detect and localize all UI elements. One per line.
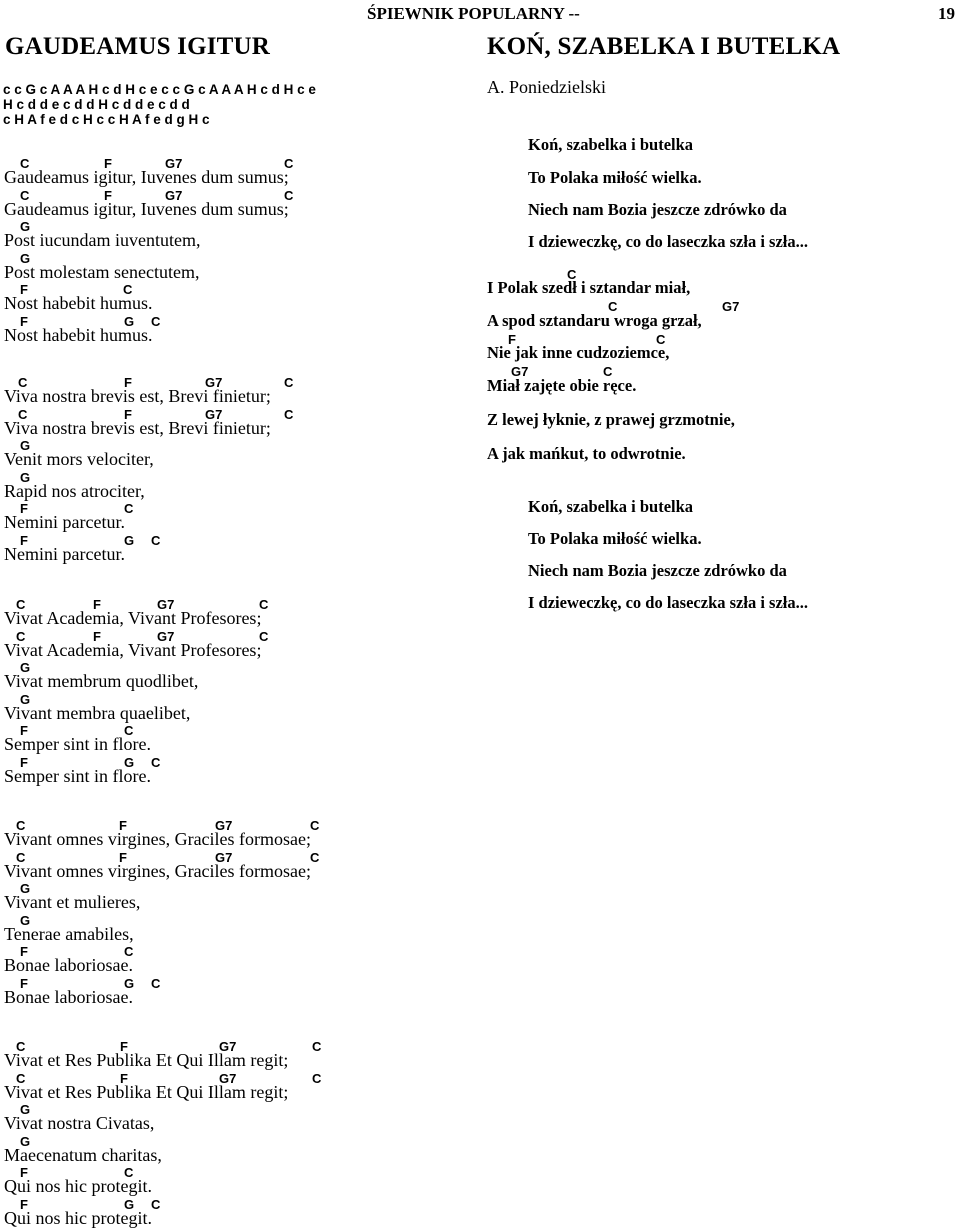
lyric-line: I dzieweczkę, co do laseczka szła i szła... bbox=[528, 232, 808, 251]
chord-label: G bbox=[20, 1133, 31, 1149]
chord-label: C bbox=[259, 628, 269, 644]
chord-label: G bbox=[20, 691, 31, 707]
lyric-line: A jak mańkut, to odwrotnie. bbox=[487, 444, 686, 463]
chord-label: F bbox=[20, 314, 28, 329]
chord-label: G bbox=[124, 1197, 135, 1212]
lyric-line: I dzieweczkę, co do laseczka szła i szła... bbox=[528, 593, 808, 612]
lyric-line: Vivant membra quaelibet, bbox=[4, 702, 191, 723]
lyric-line: I Polak szedł i sztandar miał, bbox=[487, 278, 691, 297]
chord-label: G bbox=[20, 1102, 31, 1118]
chord-label: G7 bbox=[157, 628, 175, 644]
chord-label: C bbox=[608, 299, 618, 314]
chord-label: G7 bbox=[722, 299, 740, 314]
chord-label: C bbox=[284, 406, 294, 422]
lyric-line: Nemini parcetur. bbox=[4, 512, 125, 533]
chord-label: G bbox=[20, 469, 31, 485]
chord-label: G bbox=[20, 660, 31, 676]
lyric-line: Niech nam Bozia jeszcze zdrówko da bbox=[528, 561, 787, 580]
chord-label: C bbox=[312, 1039, 322, 1054]
chord-label: C bbox=[16, 1070, 26, 1086]
lyric-line: Gaudeamus igitur, Iuvenes dum sumus; bbox=[4, 167, 289, 187]
lyric-line: Nost habebit humus. bbox=[4, 293, 153, 314]
chord-label: G7 bbox=[157, 597, 175, 612]
chord-label: G7 bbox=[205, 375, 223, 390]
lyric-line: Nie jak inne cudzoziemce, bbox=[487, 343, 670, 362]
lyric-line: Vivat Academia, Vivant Profesores; bbox=[4, 608, 262, 628]
chord-label: C bbox=[123, 282, 133, 298]
left-song-title: GAUDEAMUS IGITUR bbox=[5, 33, 271, 60]
chord-label: C bbox=[284, 156, 294, 171]
chord-label: F bbox=[20, 533, 28, 548]
lyric-line: Vivat nostra Civatas, bbox=[4, 1113, 155, 1134]
lyric-line: Vivat membrum quodlibet, bbox=[4, 671, 199, 692]
chord-label: G7 bbox=[215, 818, 233, 833]
running-title: ŚPIEWNIK POPULARNY -- bbox=[367, 4, 580, 23]
lyric-line: Nost habebit humus. bbox=[4, 325, 153, 345]
right-song-author: A. Poniedzielski bbox=[487, 77, 606, 97]
lyric-line: Bonae laboriosae. bbox=[4, 955, 133, 976]
lyric-line: Qui nos hic protegit. bbox=[4, 1176, 152, 1197]
lyric-line: Gaudeamus igitur, Iuvenes dum sumus; bbox=[4, 198, 289, 219]
chord-label: C bbox=[18, 406, 28, 422]
lyric-line: Viva nostra brevis est, Brevi finietur; bbox=[4, 417, 271, 438]
chord-label: C bbox=[16, 1039, 26, 1054]
chord-label: F bbox=[120, 1070, 128, 1086]
lyric-line: Niech nam Bozia jeszcze zdrówko da bbox=[528, 200, 787, 219]
chord-label: C bbox=[567, 267, 577, 282]
chord-label: F bbox=[508, 332, 516, 347]
chord-label: F bbox=[20, 282, 28, 298]
chord-label: G7 bbox=[205, 406, 223, 422]
lyric-line: Z lewej łyknie, z prawej grzmotnie, bbox=[487, 410, 735, 429]
lyric-line: Koń, szabelka i butelka bbox=[528, 135, 694, 154]
chord-label: C bbox=[312, 1070, 322, 1086]
lyric-line: Vivant et mulieres, bbox=[4, 892, 141, 913]
chord-label: F bbox=[124, 406, 132, 422]
chord-label: C bbox=[284, 375, 294, 390]
chord-label: G bbox=[124, 755, 135, 770]
chord-label: F bbox=[119, 818, 127, 833]
chord-label: C bbox=[20, 187, 30, 203]
lyric-line: To Polaka miłość wielka. bbox=[528, 529, 702, 548]
chord-label: C bbox=[16, 818, 26, 833]
chord-label: F bbox=[20, 755, 28, 770]
lyric-line: Tenerae amabiles, bbox=[4, 923, 134, 944]
chord-label: F bbox=[20, 1165, 28, 1181]
chord-label: C bbox=[151, 755, 161, 770]
lyric-line: Nemini parcetur. bbox=[4, 544, 125, 564]
chord-label: F bbox=[120, 1039, 128, 1054]
lyric-line: Semper sint in flore. bbox=[4, 766, 151, 786]
lyric-line: Post iucundam iuventutem, bbox=[4, 230, 201, 251]
chord-label: G bbox=[124, 533, 135, 548]
lyric-line: Rapid nos atrociter, bbox=[4, 480, 145, 501]
chord-label: F bbox=[104, 187, 112, 203]
chord-label: C bbox=[310, 818, 320, 833]
chord-label: C bbox=[259, 597, 269, 612]
chord-label: G7 bbox=[219, 1039, 237, 1054]
lyric-line: Vivat et Res Publika Et Qui Illam regit; bbox=[4, 1050, 289, 1070]
chord-label: C bbox=[124, 1165, 134, 1181]
lyric-line: Qui nos hic protegit. bbox=[4, 1208, 152, 1228]
chord-label: C bbox=[151, 533, 161, 548]
lyric-line: Maecenatum charitas, bbox=[4, 1144, 162, 1165]
chord-label: G bbox=[124, 976, 135, 991]
chord-label: G7 bbox=[219, 1070, 237, 1086]
chord-label: G bbox=[20, 250, 31, 266]
lyric-line: Post molestam senectutem, bbox=[4, 261, 200, 282]
lyric-line: A spod sztandaru wroga grzał, bbox=[487, 311, 702, 330]
chord-label: F bbox=[20, 723, 28, 739]
chord-label: C bbox=[656, 332, 666, 347]
chord-label: G bbox=[20, 912, 31, 928]
chord-label: F bbox=[119, 849, 127, 865]
chord-label: C bbox=[20, 156, 30, 171]
chord-label: C bbox=[124, 501, 134, 517]
chord-label: G7 bbox=[165, 156, 183, 171]
chord-label: G bbox=[20, 219, 31, 235]
chord-label: C bbox=[151, 314, 161, 329]
chord-label: C bbox=[603, 364, 613, 379]
chord-label: G7 bbox=[215, 849, 233, 865]
melody-line-1: c c G c A A A H c d H c e c c G c A A A H c d H c e bbox=[3, 82, 316, 97]
lyric-line: Vivat Academia, Vivant Profesores; bbox=[4, 639, 262, 660]
chord-label: G bbox=[20, 881, 31, 897]
chord-label: F bbox=[20, 976, 28, 991]
chord-label: F bbox=[93, 628, 101, 644]
lyric-line: Vivat et Res Publika Et Qui Illam regit; bbox=[4, 1081, 289, 1102]
lyric-line: Viva nostra brevis est, Brevi finietur; bbox=[4, 386, 271, 406]
chord-label: F bbox=[124, 375, 132, 390]
chord-label: C bbox=[18, 375, 28, 390]
chord-label: F bbox=[93, 597, 101, 612]
chord-label: F bbox=[20, 944, 28, 960]
chord-label: C bbox=[310, 849, 320, 865]
chord-label: F bbox=[20, 1197, 28, 1212]
chord-label: C bbox=[151, 1197, 161, 1212]
chord-label: C bbox=[16, 597, 26, 612]
chord-label: C bbox=[124, 723, 134, 739]
chord-label: G7 bbox=[165, 187, 183, 203]
page-number: 19 bbox=[938, 4, 955, 23]
lyric-line: Vivant omnes virgines, Graciles formosae; bbox=[4, 829, 312, 849]
chord-label: F bbox=[104, 156, 112, 171]
chord-label: C bbox=[284, 187, 294, 203]
chord-label: G bbox=[124, 314, 135, 329]
chord-label: C bbox=[16, 628, 26, 644]
lyric-line: To Polaka miłość wielka. bbox=[528, 168, 702, 187]
lyric-line: Koń, szabelka i butelka bbox=[528, 497, 694, 516]
lyric-line: Vivant omnes virgines, Graciles formosae; bbox=[4, 860, 312, 881]
lyric-line: Venit mors velociter, bbox=[4, 449, 154, 470]
lyric-line: Semper sint in flore. bbox=[4, 734, 151, 755]
chord-label: C bbox=[151, 976, 161, 991]
chord-label: G bbox=[20, 438, 31, 454]
lyric-line: Bonae laboriosae. bbox=[4, 987, 133, 1007]
chord-label: C bbox=[124, 944, 134, 960]
melody-line-2: H c d d e c d d H c d d e c d d bbox=[3, 97, 190, 112]
chord-label: C bbox=[16, 849, 26, 865]
chord-label: F bbox=[20, 501, 28, 517]
right-song-title: KOŃ, SZABELKA I BUTELKA bbox=[487, 33, 841, 60]
chord-label: G7 bbox=[511, 364, 529, 379]
melody-line-3: c H A f e d c H c c H A f e d g H c bbox=[3, 112, 210, 127]
lyric-line: Miał zajęte obie ręce. bbox=[487, 376, 637, 395]
